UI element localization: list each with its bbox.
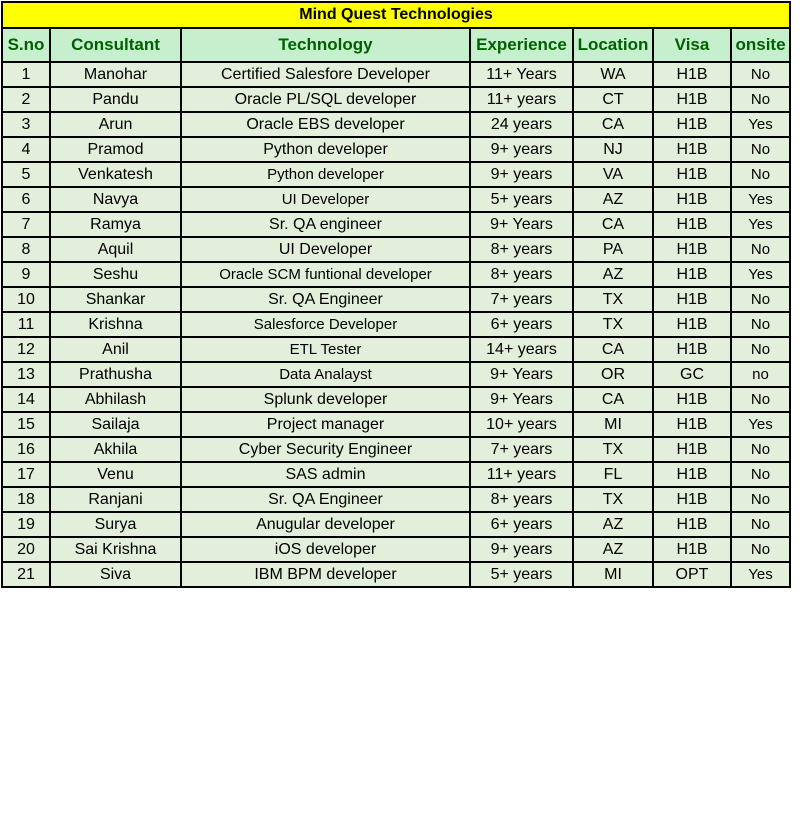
cell-sno: 11 xyxy=(2,312,50,337)
table-body xyxy=(2,62,790,587)
cell-experience: 11+ years xyxy=(470,462,573,487)
table-row xyxy=(2,387,790,412)
cell-technology: Certified Salesfore Developer xyxy=(181,62,470,87)
cell-onsite: No xyxy=(731,137,790,162)
cell-onsite: No xyxy=(731,162,790,187)
cell-consultant: Krishna xyxy=(50,312,181,337)
cell-technology: SAS admin xyxy=(181,462,470,487)
cell-technology: Sr. QA Engineer xyxy=(181,287,470,312)
cell-technology: Splunk developer xyxy=(181,387,470,412)
cell-technology: Oracle EBS developer xyxy=(181,112,470,137)
cell-onsite: No xyxy=(731,87,790,112)
column-header-experience: Experience xyxy=(470,28,573,62)
cell-visa: H1B xyxy=(653,337,731,362)
cell-location: FL xyxy=(573,462,653,487)
cell-onsite: No xyxy=(731,62,790,87)
cell-visa: H1B xyxy=(653,162,731,187)
cell-technology: Project manager xyxy=(181,412,470,437)
cell-technology: Oracle SCM funtional developer xyxy=(181,262,470,287)
column-header-visa: Visa xyxy=(653,28,731,62)
cell-experience: 9+ years xyxy=(470,137,573,162)
table-row xyxy=(2,162,790,187)
cell-location: AZ xyxy=(573,187,653,212)
cell-experience: 9+ years xyxy=(470,537,573,562)
table-row xyxy=(2,537,790,562)
cell-experience: 24 years xyxy=(470,112,573,137)
cell-consultant: Ramya xyxy=(50,212,181,237)
cell-location: CA xyxy=(573,387,653,412)
cell-onsite: No xyxy=(731,537,790,562)
table-row xyxy=(2,87,790,112)
cell-sno: 3 xyxy=(2,112,50,137)
cell-onsite: Yes xyxy=(731,212,790,237)
cell-onsite: No xyxy=(731,237,790,262)
cell-location: MI xyxy=(573,562,653,587)
cell-technology: Python developer xyxy=(181,162,470,187)
cell-technology: Anugular developer xyxy=(181,512,470,537)
table-row xyxy=(2,362,790,387)
cell-consultant: Sai Krishna xyxy=(50,537,181,562)
cell-onsite: No xyxy=(731,337,790,362)
table-row xyxy=(2,337,790,362)
cell-consultant: Anil xyxy=(50,337,181,362)
cell-experience: 8+ years xyxy=(470,487,573,512)
table-row xyxy=(2,462,790,487)
cell-location: WA xyxy=(573,62,653,87)
cell-sno: 16 xyxy=(2,437,50,462)
cell-consultant: Venu xyxy=(50,462,181,487)
cell-visa: H1B xyxy=(653,87,731,112)
cell-sno: 10 xyxy=(2,287,50,312)
cell-technology: ETL Tester xyxy=(181,337,470,362)
cell-onsite: No xyxy=(731,387,790,412)
cell-visa: H1B xyxy=(653,312,731,337)
cell-location: TX xyxy=(573,287,653,312)
cell-consultant: Ranjani xyxy=(50,487,181,512)
cell-onsite: No xyxy=(731,512,790,537)
cell-visa: H1B xyxy=(653,212,731,237)
cell-sno: 4 xyxy=(2,137,50,162)
cell-consultant: Manohar xyxy=(50,62,181,87)
cell-visa: H1B xyxy=(653,187,731,212)
cell-visa: H1B xyxy=(653,137,731,162)
cell-location: CT xyxy=(573,87,653,112)
cell-location: AZ xyxy=(573,537,653,562)
cell-visa: H1B xyxy=(653,462,731,487)
cell-location: CA xyxy=(573,212,653,237)
cell-onsite: no xyxy=(731,362,790,387)
cell-onsite: Yes xyxy=(731,187,790,212)
cell-sno: 1 xyxy=(2,62,50,87)
cell-technology: Cyber Security Engineer xyxy=(181,437,470,462)
consultant-sheet xyxy=(1,1,789,588)
cell-onsite: No xyxy=(731,312,790,337)
header-row xyxy=(2,28,790,62)
cell-visa: GC xyxy=(653,362,731,387)
cell-onsite: No xyxy=(731,487,790,512)
cell-onsite: Yes xyxy=(731,112,790,137)
table-row xyxy=(2,137,790,162)
cell-consultant: Pandu xyxy=(50,87,181,112)
cell-visa: H1B xyxy=(653,537,731,562)
cell-technology: iOS developer xyxy=(181,537,470,562)
cell-experience: 9+ Years xyxy=(470,362,573,387)
cell-visa: H1B xyxy=(653,62,731,87)
cell-location: CA xyxy=(573,112,653,137)
cell-consultant: Prathusha xyxy=(50,362,181,387)
cell-technology: UI Developer xyxy=(181,237,470,262)
cell-consultant: Venkatesh xyxy=(50,162,181,187)
cell-visa: H1B xyxy=(653,287,731,312)
table-row xyxy=(2,562,790,587)
cell-visa: H1B xyxy=(653,412,731,437)
table-row xyxy=(2,212,790,237)
column-header-onsite: onsite xyxy=(731,28,790,62)
table-row xyxy=(2,287,790,312)
cell-location: VA xyxy=(573,162,653,187)
cell-visa: H1B xyxy=(653,437,731,462)
cell-visa: H1B xyxy=(653,262,731,287)
table-row xyxy=(2,412,790,437)
cell-experience: 7+ years xyxy=(470,437,573,462)
cell-consultant: Siva xyxy=(50,562,181,587)
cell-onsite: Yes xyxy=(731,262,790,287)
table-row xyxy=(2,437,790,462)
cell-consultant: Akhila xyxy=(50,437,181,462)
cell-onsite: Yes xyxy=(731,562,790,587)
cell-consultant: Pramod xyxy=(50,137,181,162)
cell-experience: 8+ years xyxy=(470,237,573,262)
cell-technology: Sr. QA engineer xyxy=(181,212,470,237)
table-row xyxy=(2,262,790,287)
cell-experience: 9+ Years xyxy=(470,212,573,237)
cell-visa: H1B xyxy=(653,237,731,262)
cell-experience: 9+ years xyxy=(470,162,573,187)
cell-sno: 20 xyxy=(2,537,50,562)
cell-sno: 13 xyxy=(2,362,50,387)
cell-experience: 9+ Years xyxy=(470,387,573,412)
cell-experience: 11+ years xyxy=(470,87,573,112)
table-row xyxy=(2,487,790,512)
table-row xyxy=(2,512,790,537)
cell-onsite: No xyxy=(731,462,790,487)
column-header-sno: S.no xyxy=(2,28,50,62)
cell-experience: 6+ years xyxy=(470,512,573,537)
table-row xyxy=(2,237,790,262)
cell-onsite: No xyxy=(731,287,790,312)
table-row xyxy=(2,112,790,137)
cell-sno: 19 xyxy=(2,512,50,537)
cell-visa: H1B xyxy=(653,112,731,137)
cell-experience: 6+ years xyxy=(470,312,573,337)
cell-location: NJ xyxy=(573,137,653,162)
cell-technology: Data Analayst xyxy=(181,362,470,387)
cell-experience: 8+ years xyxy=(470,262,573,287)
cell-sno: 21 xyxy=(2,562,50,587)
cell-technology: Salesforce Developer xyxy=(181,312,470,337)
cell-location: PA xyxy=(573,237,653,262)
cell-technology: Sr. QA Engineer xyxy=(181,487,470,512)
column-header-location: Location xyxy=(573,28,653,62)
column-header-consultant: Consultant xyxy=(50,28,181,62)
table-row xyxy=(2,62,790,87)
cell-sno: 18 xyxy=(2,487,50,512)
cell-consultant: Navya xyxy=(50,187,181,212)
cell-location: TX xyxy=(573,312,653,337)
cell-location: MI xyxy=(573,412,653,437)
cell-visa: H1B xyxy=(653,512,731,537)
cell-sno: 5 xyxy=(2,162,50,187)
cell-technology: UI Developer xyxy=(181,187,470,212)
cell-onsite: No xyxy=(731,437,790,462)
cell-experience: 5+ years xyxy=(470,562,573,587)
cell-location: CA xyxy=(573,337,653,362)
cell-sno: 8 xyxy=(2,237,50,262)
cell-sno: 6 xyxy=(2,187,50,212)
table-row xyxy=(2,312,790,337)
table-row xyxy=(2,187,790,212)
cell-consultant: Surya xyxy=(50,512,181,537)
cell-location: AZ xyxy=(573,512,653,537)
cell-sno: 9 xyxy=(2,262,50,287)
cell-sno: 12 xyxy=(2,337,50,362)
cell-sno: 2 xyxy=(2,87,50,112)
cell-location: OR xyxy=(573,362,653,387)
cell-technology: Python developer xyxy=(181,137,470,162)
cell-consultant: Seshu xyxy=(50,262,181,287)
cell-visa: OPT xyxy=(653,562,731,587)
column-header-technology: Technology xyxy=(181,28,470,62)
consultant-table xyxy=(1,1,791,588)
cell-experience: 14+ years xyxy=(470,337,573,362)
cell-location: TX xyxy=(573,437,653,462)
cell-sno: 7 xyxy=(2,212,50,237)
cell-visa: H1B xyxy=(653,387,731,412)
cell-location: AZ xyxy=(573,262,653,287)
cell-onsite: Yes xyxy=(731,412,790,437)
sheet-title: Mind Quest Technologies xyxy=(2,2,790,28)
cell-consultant: Shankar xyxy=(50,287,181,312)
cell-sno: 14 xyxy=(2,387,50,412)
cell-visa: H1B xyxy=(653,487,731,512)
cell-consultant: Arun xyxy=(50,112,181,137)
cell-experience: 7+ years xyxy=(470,287,573,312)
cell-location: TX xyxy=(573,487,653,512)
cell-sno: 15 xyxy=(2,412,50,437)
cell-experience: 11+ Years xyxy=(470,62,573,87)
cell-consultant: Abhilash xyxy=(50,387,181,412)
cell-consultant: Sailaja xyxy=(50,412,181,437)
cell-technology: IBM BPM developer xyxy=(181,562,470,587)
cell-consultant: Aquil xyxy=(50,237,181,262)
cell-experience: 10+ years xyxy=(470,412,573,437)
cell-experience: 5+ years xyxy=(470,187,573,212)
cell-sno: 17 xyxy=(2,462,50,487)
cell-technology: Oracle PL/SQL developer xyxy=(181,87,470,112)
